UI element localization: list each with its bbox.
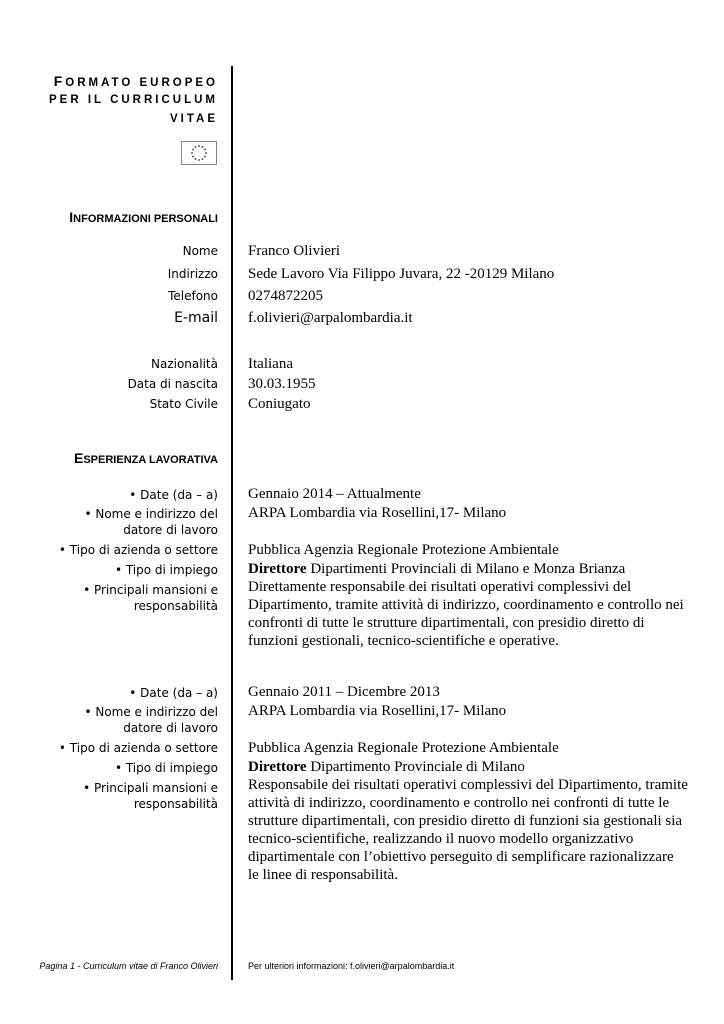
cv-title-line-3: VITAE <box>169 113 218 125</box>
value-marital-status: Coniugato <box>248 396 311 412</box>
label-employer: • Nome e indirizzo del <box>84 507 218 521</box>
entry-1-job-type: Direttore Dipartimenti Provinciali di Milano e Monza Brianza <box>248 561 626 577</box>
entry-2-employer: ARPA Lombardia via Rosellini,17- Milano <box>248 703 507 719</box>
entry-1-dates: Gennaio 2014 – Attualmente <box>248 486 421 502</box>
label-sector: • Tipo di azienda o settore <box>58 741 218 755</box>
cv-title-line-2: PER IL CURRICULUM <box>49 94 218 106</box>
label-name: Nome <box>182 244 218 258</box>
label-employer: • Nome e indirizzo del <box>84 705 218 719</box>
section-work-experience: ESPERIENZA LAVORATIVA <box>74 450 218 466</box>
label-dates: • Date (da – a) <box>129 686 218 700</box>
entry-1-employer: ARPA Lombardia via Rosellini,17- Milano <box>248 505 507 521</box>
label-marital-status: Stato Civile <box>149 397 218 411</box>
entry-1-sector: Pubblica Agenzia Regionale Protezione Ambientale <box>248 542 559 558</box>
cv-title-line-1: FORMATO EUROPEO <box>53 73 218 89</box>
value-nationality: Italiana <box>248 356 293 372</box>
label-birth-date: Data di nascita <box>127 377 218 391</box>
label-address: Indirizzo <box>167 267 218 281</box>
label-employer-cont: datore di lavoro <box>123 523 218 537</box>
label-sector: • Tipo di azienda o settore <box>58 543 218 557</box>
entry-2-duties: Responsabile dei risultati operativi complessivi del Dipartimento, tramite attività di indirizzo, coordinamento e controllo nei confronti di tutte le strutture dipartimentali, con presidio diretto di funzioni sia gestionali sia tecnico-scientifiche, realizzando il nuovo modello organizzativo dipartimentale con l’obiettivo perseguito di semplificare razionalizzare le linee di responsabilità. <box>248 777 688 883</box>
vertical-divider <box>231 66 233 980</box>
entry-2-dates: Gennaio 2011 – Dicembre 2013 <box>248 684 440 700</box>
footer-contact: Per ulteriori informazioni: f.olivieri@arpalombardia.it <box>248 961 455 971</box>
label-phone: Telefono <box>168 289 218 303</box>
entry-2-sector: Pubblica Agenzia Regionale Protezione Ambientale <box>248 740 559 756</box>
label-nationality: Nazionalità <box>151 357 218 371</box>
label-email: E-mail <box>174 310 218 326</box>
value-phone: 0274872205 <box>248 288 323 304</box>
value-email[interactable]: f.olivieri@arpalombardia.it <box>248 310 413 326</box>
section-personal-info: INFORMAZIONI PERSONALI <box>69 209 218 225</box>
entry-2-job-type: Direttore Dipartimento Provinciale di Milano <box>248 759 525 775</box>
eu-flag-icon <box>181 141 217 165</box>
label-employer-cont: datore di lavoro <box>123 721 218 735</box>
label-duties: • Principali mansioni e <box>83 583 218 597</box>
label-job-type: • Tipo di impiego <box>114 563 218 577</box>
label-job-type: • Tipo di impiego <box>114 761 218 775</box>
value-name: Franco Olivieri <box>248 243 341 259</box>
value-birth-date: 30.03.1955 <box>248 376 316 392</box>
label-duties-cont: responsabilità <box>133 599 218 613</box>
footer-page-info: Pagina 1 - Curriculum vitae di Franco Olivieri <box>39 961 218 971</box>
value-address: Sede Lavoro Via Filippo Juvara, 22 -20129 Milano <box>248 266 555 282</box>
entry-1-duties: Direttamente responsabile dei risultati operativi complessivi del Dipartimento, tramite attività di indirizzo, coordinamento e controllo nei confronti di tutte le strutture dipartimentali, con presidio diretto di funzioni gestionali, tecnico-scientifiche e operative. <box>248 579 684 649</box>
label-duties-cont: responsabilità <box>133 797 218 811</box>
label-duties: • Principali mansioni e <box>83 781 218 795</box>
label-dates: • Date (da – a) <box>129 488 218 502</box>
